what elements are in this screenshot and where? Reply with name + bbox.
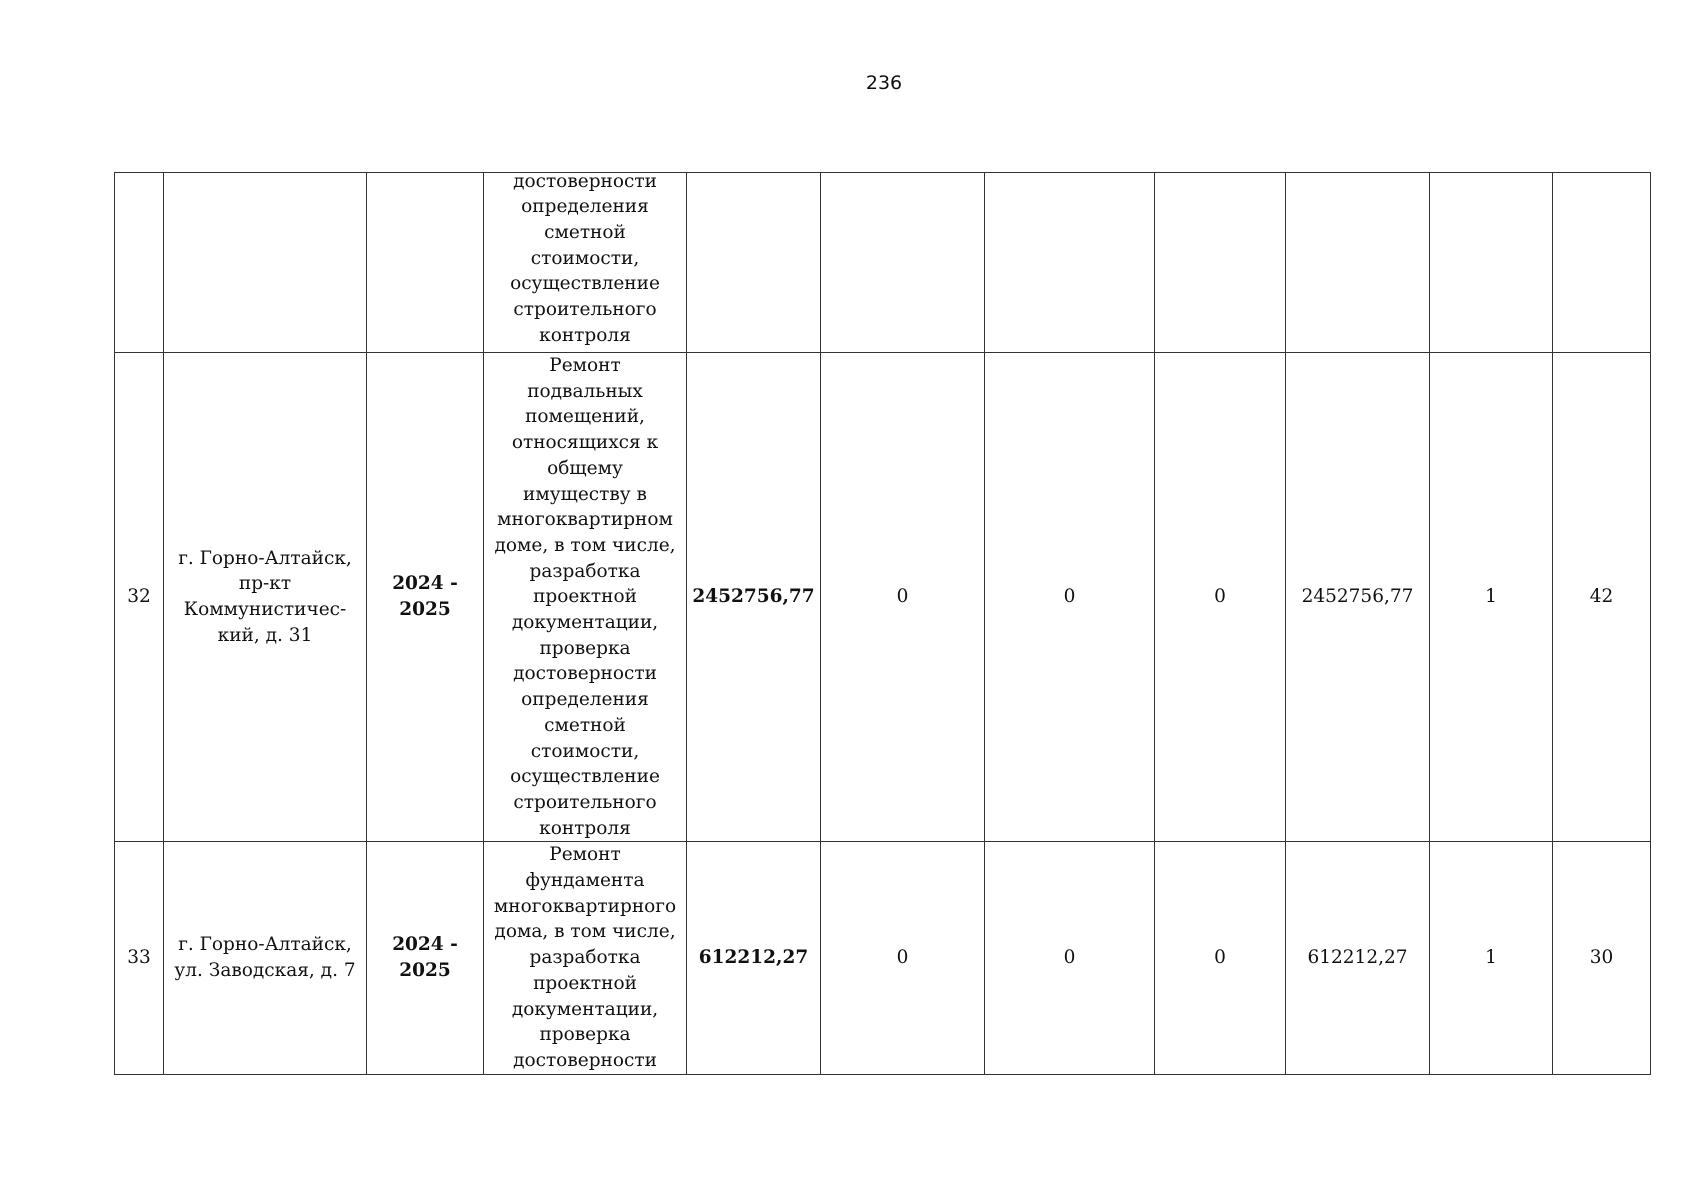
total-cost-cell xyxy=(687,173,821,353)
table-row xyxy=(115,842,1651,1074)
value-cell xyxy=(1155,173,1286,353)
value-cell: 0 xyxy=(1155,842,1286,1074)
value-cell xyxy=(1553,173,1651,353)
repair-program-table xyxy=(114,172,1651,1075)
value-cell: 1 xyxy=(1430,353,1553,842)
work-description-cell xyxy=(484,353,687,842)
page-number: 236 xyxy=(865,72,903,94)
work-description-text: Ремонт подвальных помещений, относящихся к общему имуществу в многоквартирном доме, в том числе, разработка проектной документации, проверка достоверности определения сметной стоимости, осуществление строительного контроля xyxy=(494,355,676,839)
value-cell: 42 xyxy=(1553,353,1651,842)
work-description-text: Ремонт фундамента многоквартирного дома, в том числе, разработка проектной документации, проверка достоверности xyxy=(493,844,677,1071)
value-cell xyxy=(821,173,985,353)
table-row xyxy=(115,173,1651,353)
address-cell: г. Горно-Алтайск, пр-кт Коммунистичес- кий, д. 31 xyxy=(164,353,367,842)
value-cell xyxy=(1430,173,1553,353)
work-description-cell xyxy=(484,842,687,1074)
period-cell: 2024 - 2025 xyxy=(367,353,484,842)
period-cell xyxy=(367,173,484,353)
value-cell: 30 xyxy=(1553,842,1651,1074)
value-cell: 0 xyxy=(985,842,1155,1074)
value-cell xyxy=(1286,173,1430,353)
value-cell: 0 xyxy=(1155,353,1286,842)
value-cell: 2452756,77 xyxy=(1286,353,1430,842)
address-cell: г. Горно-Алтайск, ул. Заводская, д. 7 xyxy=(164,842,367,1074)
total-cost-cell: 612212,27 xyxy=(687,842,821,1074)
address-cell xyxy=(164,173,367,353)
work-description-cell xyxy=(484,173,687,353)
value-cell xyxy=(985,173,1155,353)
value-cell: 1 xyxy=(1430,842,1553,1074)
period-cell: 2024 - 2025 xyxy=(367,842,484,1074)
total-cost-cell: 2452756,77 xyxy=(687,353,821,842)
value-cell: 0 xyxy=(821,353,985,842)
work-description-text: достоверности определения сметной стоимости, осуществление строительного контроля xyxy=(510,172,660,346)
row-number-cell: 33 xyxy=(115,842,164,1074)
row-number-cell xyxy=(115,173,164,353)
table-row xyxy=(115,353,1651,842)
value-cell: 0 xyxy=(985,353,1155,842)
row-number-cell: 32 xyxy=(115,353,164,842)
value-cell: 0 xyxy=(821,842,985,1074)
value-cell: 612212,27 xyxy=(1286,842,1430,1074)
